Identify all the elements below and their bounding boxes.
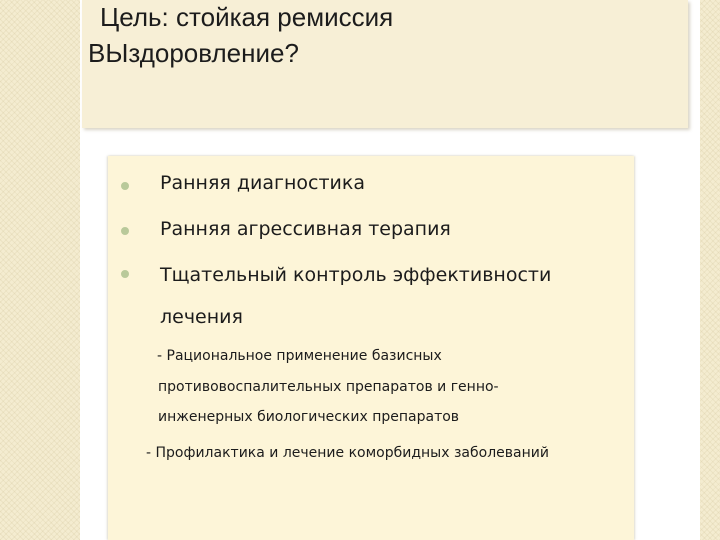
bullet-dot-icon (121, 270, 129, 278)
bullet-item-efficacy-control-continuation: лечения (160, 306, 243, 328)
bullet-dot-icon (121, 182, 129, 190)
slide-title-line2: ВЫздоровление? (88, 38, 299, 68)
subitem-rational-therapy-line3: инженерных биологических препаратов (158, 409, 460, 425)
bullet-dot-icon (121, 227, 129, 235)
bullet-item-early-diagnostics: Ранняя диагностика (160, 172, 365, 194)
bullet-item-aggressive-therapy: Ранняя агрессивная терапия (160, 218, 451, 240)
right-decorative-strip (700, 0, 720, 540)
subitem-rational-therapy-line1: - Рациональное применение базисных (157, 348, 442, 364)
bullet-item-efficacy-control: Тщательный контроль эффективности (160, 264, 552, 286)
subitem-rational-therapy-line2: противовоспалительных препаратов и генно- (158, 379, 499, 395)
left-decorative-strip (0, 0, 80, 540)
slide-title-line1: Цель: стойкая ремиссия (100, 2, 394, 32)
subitem-comorbidities: - Профилактика и лечение коморбидных заболеваний (146, 445, 549, 461)
